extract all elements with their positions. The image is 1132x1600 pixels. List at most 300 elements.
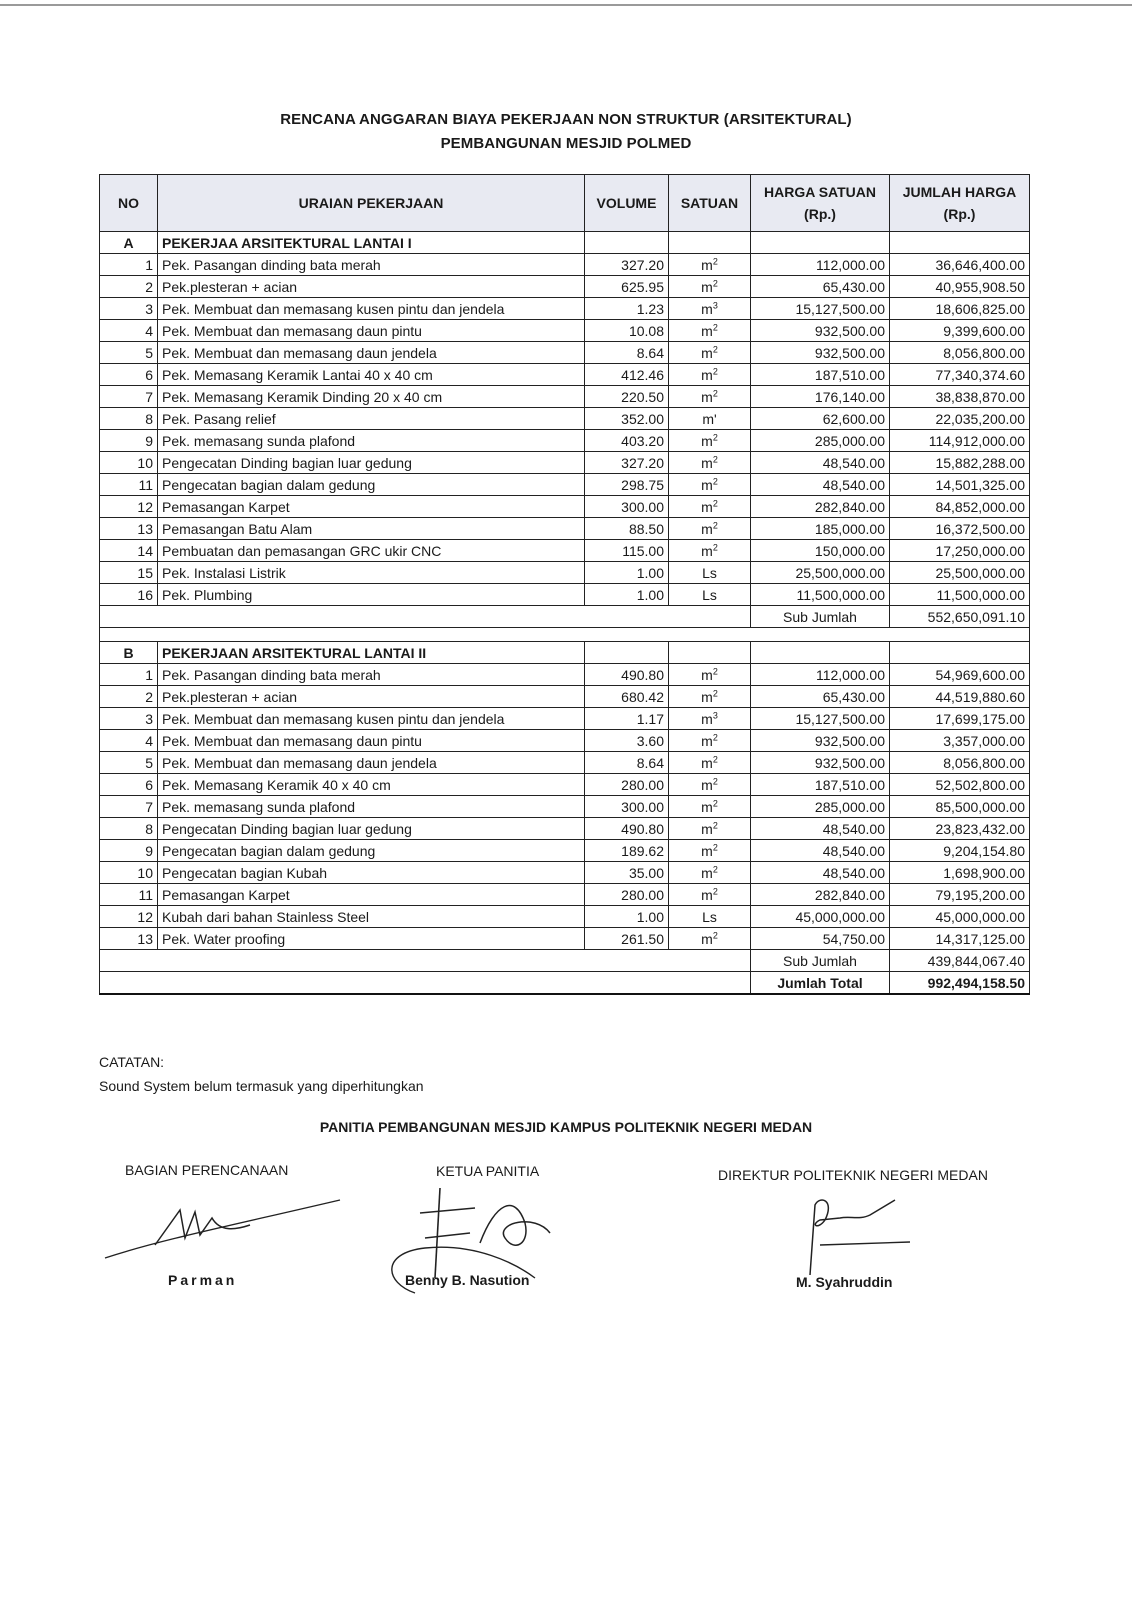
item-harga-satuan: 48,540.00 [751,818,890,840]
item-volume: 1.00 [585,906,669,928]
item-uraian: Pek. Membuat dan memasang daun pintu [158,730,585,752]
subtotal-row [100,606,1030,628]
item-no: 1 [100,254,158,276]
item-uraian: Pengecatan bagian Kubah [158,862,585,884]
item-harga-satuan: 15,127,500.00 [751,298,890,320]
item-no: 12 [100,496,158,518]
unit-base: m [701,688,713,705]
item-uraian: Pek. Memasang Keramik Lantai 40 x 40 cm [158,364,585,386]
document-subtitle: PEMBANGUNAN MESJID POLMED [440,135,692,152]
table-row [100,452,1030,474]
unit-exponent: 2 [712,365,718,376]
item-volume: 8.64 [585,752,669,774]
unit-base: Ls [702,908,717,925]
unit-base: m [701,732,713,749]
committee-title: PANITIA PEMBANGUNAN MESJID KAMPUS POLITEKNIK NEGERI MEDAN [319,1119,813,1135]
item-jumlah-harga: 17,699,175.00 [890,708,1030,730]
spacer-row [100,628,1030,642]
item-volume: 300.00 [585,796,669,818]
item-jumlah-harga: 23,823,432.00 [890,818,1030,840]
table-row [100,774,1030,796]
item-harga-satuan: 187,510.00 [751,774,890,796]
unit-exponent: 2 [712,665,718,676]
item-no: 4 [100,320,158,342]
unit-base: m [701,776,713,793]
table-row [100,298,1030,320]
item-uraian: Pengecatan Dinding bagian luar gedung [158,452,585,474]
item-no: 8 [100,818,158,840]
item-harga-satuan: 285,000.00 [751,796,890,818]
item-no: 7 [100,386,158,408]
item-uraian: Pembuatan dan pemasangan GRC ukir CNC [158,540,585,562]
item-satuan [669,708,751,730]
unit-exponent: 2 [712,387,718,398]
notes [99,1050,424,1098]
section-code: B [100,642,158,664]
item-no: 14 [100,540,158,562]
item-harga-satuan: 48,540.00 [751,840,890,862]
subtotal-value: 552,650,091.10 [890,606,1030,628]
item-volume: 1.00 [585,562,669,584]
item-volume: 88.50 [585,518,669,540]
item-no: 10 [100,862,158,884]
table-row [100,884,1030,906]
item-uraian: Pek. Membuat dan memasang daun jendela [158,342,585,364]
item-harga-satuan: 285,000.00 [751,430,890,452]
unit-base: m [701,710,713,727]
signature-drawing-direktur [790,1190,920,1280]
item-jumlah-harga: 25,500,000.00 [890,562,1030,584]
unit-exponent: 2 [712,431,718,442]
table-row [100,796,1030,818]
section-header-row [100,642,1030,664]
item-satuan [669,474,751,496]
item-volume: 680.42 [585,686,669,708]
table-row [100,664,1030,686]
unit-exponent: 2 [712,841,718,852]
item-no: 3 [100,708,158,730]
item-harga-satuan: 48,540.00 [751,474,890,496]
item-no: 6 [100,774,158,796]
item-satuan [669,928,751,950]
item-volume: 1.00 [585,584,669,606]
item-uraian: Pengecatan bagian dalam gedung [158,474,585,496]
unit-exponent: 2 [712,277,718,288]
table-row [100,708,1030,730]
subtotal-row [100,950,1030,972]
item-volume: 412.46 [585,364,669,386]
item-harga-satuan: 65,430.00 [751,276,890,298]
table-row [100,730,1030,752]
unit-exponent: 2 [712,885,718,896]
item-uraian: Pek. Plumbing [158,584,585,606]
item-no: 16 [100,584,158,606]
item-satuan [669,408,751,430]
item-no: 8 [100,408,158,430]
item-jumlah-harga: 54,969,600.00 [890,664,1030,686]
table-row [100,254,1030,276]
item-uraian: Pek. Instalasi Listrik [158,562,585,584]
item-satuan [669,584,751,606]
table-row [100,928,1030,950]
unit-base: m [701,754,713,771]
table-row [100,840,1030,862]
empty-cell [100,628,1030,642]
unit-exponent: 2 [712,731,718,742]
unit-base: m [701,842,713,859]
section-header-row [100,232,1030,254]
table-row [100,906,1030,928]
item-harga-satuan: 150,000.00 [751,540,890,562]
item-satuan [669,686,751,708]
item-harga-satuan: 48,540.00 [751,862,890,884]
item-uraian: Pek. memasang sunda plafond [158,796,585,818]
header-jumlah-harga-label: JUMLAH HARGA [902,184,1017,200]
item-volume: 352.00 [585,408,669,430]
item-no: 15 [100,562,158,584]
header-jumlah-harga [890,175,1030,232]
item-jumlah-harga: 79,195,200.00 [890,884,1030,906]
unit-exponent: 2 [712,255,718,266]
header-satuan: SATUAN [669,175,751,232]
unit-base: m [701,388,713,405]
empty-cell [890,642,1030,664]
unit-exponent: 2 [712,687,718,698]
item-jumlah-harga: 3,357,000.00 [890,730,1030,752]
item-harga-satuan: 112,000.00 [751,254,890,276]
item-no: 5 [100,342,158,364]
empty-cell [890,232,1030,254]
unit-base: m [701,520,713,537]
total-row [100,972,1030,995]
header-no: NO [100,175,158,232]
header-harga-satuan-label: HARGA SATUAN [764,184,876,200]
empty-cell [669,232,751,254]
unit-exponent: 2 [712,929,718,940]
item-uraian: Pek. Memasang Keramik 40 x 40 cm [158,774,585,796]
table-row [100,430,1030,452]
item-satuan [669,496,751,518]
table-row [100,276,1030,298]
unit-exponent: 2 [712,819,718,830]
item-jumlah-harga: 17,250,000.00 [890,540,1030,562]
subtotal-value: 439,844,067.40 [890,950,1030,972]
item-satuan [669,796,751,818]
table-row [100,320,1030,342]
item-jumlah-harga: 11,500,000.00 [890,584,1030,606]
item-jumlah-harga: 44,519,880.60 [890,686,1030,708]
unit-exponent: 2 [712,797,718,808]
item-harga-satuan: 48,540.00 [751,452,890,474]
item-volume: 220.50 [585,386,669,408]
item-harga-satuan: 282,840.00 [751,496,890,518]
item-volume: 189.62 [585,840,669,862]
subtotal-label: Sub Jumlah [751,606,890,628]
item-harga-satuan: 65,430.00 [751,686,890,708]
table-row [100,364,1030,386]
item-satuan [669,430,751,452]
item-harga-satuan: 54,750.00 [751,928,890,950]
item-uraian: Pemasangan Karpet [158,884,585,906]
item-satuan [669,364,751,386]
notes-text: Sound System belum termasuk yang diperhitungkan [99,1078,424,1094]
item-harga-satuan: 15,127,500.00 [751,708,890,730]
empty-cell [100,606,751,628]
unit-exponent: 2 [712,475,718,486]
unit-base: m' [702,410,717,427]
item-jumlah-harga: 16,372,500.00 [890,518,1030,540]
item-no: 11 [100,884,158,906]
unit-exponent: 2 [712,497,718,508]
item-uraian: Pek. Pasangan dinding bata merah [158,254,585,276]
unit-base: m [701,886,713,903]
item-jumlah-harga: 52,502,800.00 [890,774,1030,796]
item-harga-satuan: 176,140.00 [751,386,890,408]
item-harga-satuan: 932,500.00 [751,752,890,774]
unit-exponent: 2 [712,343,718,354]
item-satuan [669,298,751,320]
total-value: 992,494,158.50 [890,972,1030,995]
item-jumlah-harga: 18,606,825.00 [890,298,1030,320]
item-satuan [669,730,751,752]
item-uraian: Pek. memasang sunda plafond [158,430,585,452]
item-uraian: Pek.plesteran + acian [158,276,585,298]
item-harga-satuan: 187,510.00 [751,364,890,386]
item-jumlah-harga: 114,912,000.00 [890,430,1030,452]
item-volume: 327.20 [585,254,669,276]
item-satuan [669,518,751,540]
item-jumlah-harga: 22,035,200.00 [890,408,1030,430]
unit-exponent: 2 [712,775,718,786]
item-satuan [669,386,751,408]
item-satuan [669,884,751,906]
item-no: 7 [100,796,158,818]
item-harga-satuan: 185,000.00 [751,518,890,540]
item-no: 9 [100,430,158,452]
unit-base: m [701,476,713,493]
table-row [100,496,1030,518]
item-no: 2 [100,686,158,708]
item-jumlah-harga: 1,698,900.00 [890,862,1030,884]
table-row [100,686,1030,708]
item-jumlah-harga: 36,646,400.00 [890,254,1030,276]
table-body [100,232,1030,995]
item-harga-satuan: 11,500,000.00 [751,584,890,606]
subtotal-label: Sub Jumlah [751,950,890,972]
unit-base: m [701,798,713,815]
item-no: 5 [100,752,158,774]
item-volume: 280.00 [585,884,669,906]
item-no: 2 [100,276,158,298]
header-harga-satuan [751,175,890,232]
item-no: 10 [100,452,158,474]
budget-table [99,174,1030,995]
item-uraian: Pek. Pasang relief [158,408,585,430]
item-uraian: Pek. Membuat dan memasang daun pintu [158,320,585,342]
table-row [100,518,1030,540]
item-volume: 490.80 [585,664,669,686]
item-jumlah-harga: 14,317,125.00 [890,928,1030,950]
empty-cell [751,232,890,254]
notes-heading: CATATAN: [99,1054,165,1070]
unit-base: m [701,820,713,837]
signatory-name: M. Syahruddin [796,1274,893,1290]
table-header-row [100,175,1030,232]
unit-base: m [701,344,713,361]
item-satuan [669,862,751,884]
item-satuan [669,752,751,774]
item-harga-satuan: 62,600.00 [751,408,890,430]
item-jumlah-harga: 84,852,000.00 [890,496,1030,518]
unit-base: m [701,322,713,339]
table-row [100,342,1030,364]
unit-base: m [701,278,713,295]
signatory-name: Parman [168,1272,238,1288]
item-volume: 1.23 [585,298,669,320]
unit-base: m [701,542,713,559]
item-no: 11 [100,474,158,496]
signature-drawing-ketua [385,1183,555,1298]
empty-cell [100,950,751,972]
item-volume: 300.00 [585,496,669,518]
item-jumlah-harga: 85,500,000.00 [890,796,1030,818]
table-row [100,474,1030,496]
signatory-name: Benny B. Nasution [405,1272,530,1288]
item-uraian: Pek. Memasang Keramik Dinding 20 x 40 cm [158,386,585,408]
item-no: 1 [100,664,158,686]
item-uraian: Pemasangan Karpet [158,496,585,518]
item-uraian: Pemasangan Batu Alam [158,518,585,540]
item-jumlah-harga: 38,838,870.00 [890,386,1030,408]
item-volume: 625.95 [585,276,669,298]
item-satuan [669,452,751,474]
unit-exponent: 2 [712,321,718,332]
signatory-role: KETUA PANITIA [436,1163,540,1179]
item-no: 13 [100,928,158,950]
item-jumlah-harga: 40,955,908.50 [890,276,1030,298]
item-volume: 261.50 [585,928,669,950]
item-volume: 327.20 [585,452,669,474]
section-code: A [100,232,158,254]
unit-exponent: 2 [712,453,718,464]
unit-base: m [701,300,713,317]
item-jumlah-harga: 8,056,800.00 [890,752,1030,774]
unit-exponent: 2 [712,541,718,552]
signature-drawing-parman [100,1190,350,1265]
unit-exponent: 2 [712,519,718,530]
item-volume: 1.17 [585,708,669,730]
item-no: 12 [100,906,158,928]
item-satuan [669,664,751,686]
unit-exponent: 3 [712,709,718,720]
table-row [100,408,1030,430]
item-uraian: Pek. Water proofing [158,928,585,950]
document-title: RENCANA ANGGARAN BIAYA PEKERJAAN NON STRUKTUR (ARSITEKTURAL) [280,111,852,128]
item-jumlah-harga: 77,340,374.60 [890,364,1030,386]
header-jumlah-harga-unit: (Rp.) [943,206,976,222]
unit-base: Ls [702,586,717,603]
unit-base: m [701,498,713,515]
signatory-role: BAGIAN PERENCANAAN [125,1162,289,1178]
item-jumlah-harga: 14,501,325.00 [890,474,1030,496]
item-uraian: Kubah dari bahan Stainless Steel [158,906,585,928]
item-uraian: Pengecatan bagian dalam gedung [158,840,585,862]
item-harga-satuan: 932,500.00 [751,320,890,342]
item-volume: 3.60 [585,730,669,752]
item-uraian: Pek. Membuat dan memasang kusen pintu dan jendela [158,708,585,730]
item-satuan [669,254,751,276]
item-uraian: Pengecatan Dinding bagian luar gedung [158,818,585,840]
unit-base: m [701,432,713,449]
scan-edge-line [0,4,1132,6]
item-harga-satuan: 282,840.00 [751,884,890,906]
item-uraian: Pek. Membuat dan memasang kusen pintu dan jendela [158,298,585,320]
table-row [100,818,1030,840]
item-satuan [669,562,751,584]
item-satuan [669,320,751,342]
signatory-role: DIREKTUR POLITEKNIK NEGERI MEDAN [718,1167,988,1183]
item-volume: 10.08 [585,320,669,342]
section-title: PEKERJAA ARSITEKTURAL LANTAI I [158,232,585,254]
empty-cell [100,972,751,995]
header-harga-satuan-unit: (Rp.) [804,206,836,222]
item-harga-satuan: 112,000.00 [751,664,890,686]
unit-exponent: 2 [712,753,718,764]
header-uraian: URAIAN PEKERJAAN [158,175,585,232]
unit-base: m [701,666,713,683]
empty-cell [669,642,751,664]
table-row [100,540,1030,562]
item-volume: 403.20 [585,430,669,452]
item-no: 4 [100,730,158,752]
item-harga-satuan: 45,000,000.00 [751,906,890,928]
unit-exponent: 2 [712,863,718,874]
empty-cell [751,642,890,664]
item-satuan [669,342,751,364]
unit-base: m [701,454,713,471]
total-label: Jumlah Total [751,972,890,995]
section-title: PEKERJAAN ARSITEKTURAL LANTAI II [158,642,585,664]
item-volume: 35.00 [585,862,669,884]
item-volume: 115.00 [585,540,669,562]
item-jumlah-harga: 8,056,800.00 [890,342,1030,364]
item-no: 13 [100,518,158,540]
table-row [100,584,1030,606]
unit-base: m [701,864,713,881]
item-harga-satuan: 932,500.00 [751,342,890,364]
item-jumlah-harga: 45,000,000.00 [890,906,1030,928]
item-volume: 8.64 [585,342,669,364]
unit-base: m [701,930,713,947]
table-row [100,386,1030,408]
item-volume: 298.75 [585,474,669,496]
unit-base: m [701,256,713,273]
empty-cell [585,642,669,664]
item-no: 3 [100,298,158,320]
table-row [100,562,1030,584]
item-satuan [669,906,751,928]
item-harga-satuan: 25,500,000.00 [751,562,890,584]
table-row [100,862,1030,884]
item-volume: 490.80 [585,818,669,840]
unit-exponent: 3 [712,299,718,310]
item-harga-satuan: 932,500.00 [751,730,890,752]
empty-cell [585,232,669,254]
item-volume: 280.00 [585,774,669,796]
item-satuan [669,840,751,862]
item-jumlah-harga: 9,399,600.00 [890,320,1030,342]
item-jumlah-harga: 9,204,154.80 [890,840,1030,862]
